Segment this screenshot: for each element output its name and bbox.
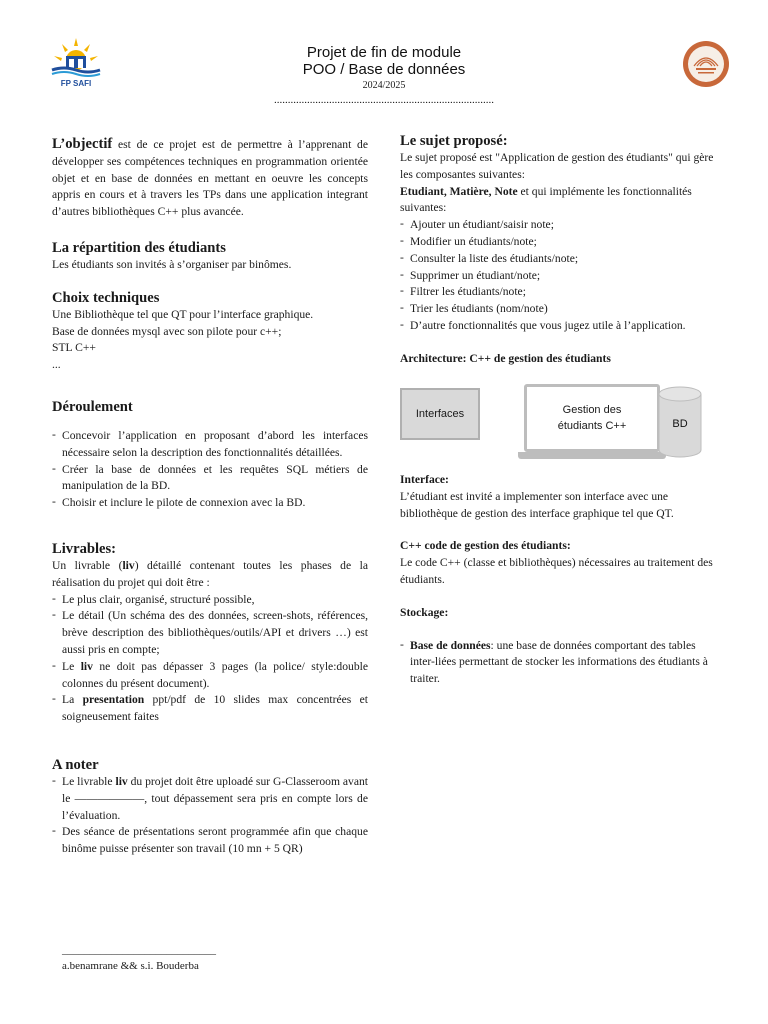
stockage-list (400, 638, 718, 688)
text-run: ne doit pas dépasser 3 pages (la police/ style:double colonnes du présent document). (62, 659, 368, 690)
choix-line: ... (52, 358, 61, 372)
text-run-bold: liv (122, 558, 135, 572)
right-column (400, 132, 718, 368)
noter-title: A noter (52, 756, 99, 773)
sujet-title: Le sujet proposé: (400, 133, 508, 149)
text-run: ) détaillé contenant toutes les phases de la réalisation du projet qui doit être : (52, 558, 368, 589)
text-run: ppt/pdf de 10 slides max concentrées et soigneusement faites (62, 693, 368, 724)
text-run: La (62, 693, 83, 707)
left-column (52, 136, 368, 858)
objectif-lead: L’objectif (52, 136, 113, 152)
text-run: du projet doit être uploadé sur G-Classeroom avant le ——————, tout dépassement sera pris en compte lors de l’évaluation. (62, 774, 369, 822)
interface-text: L’étudiant est invité a implementer son interface avec une bibliothèque de gestion des interface graphique tel que QT. (400, 489, 674, 520)
list-item: - Consulter la liste des étudiants/note; (400, 251, 718, 268)
institution-seal (682, 40, 730, 88)
fp-safi-logo-label: FP SAFI (60, 79, 92, 88)
list-item: - Le plus clair, organisé, structuré possible, (52, 592, 368, 609)
code-text: Le code C++ (classe et bibliothèques) nécessaires au traitement des étudiants. (400, 556, 713, 586)
livrables-title: Livrables: (52, 540, 117, 557)
livrables-list (52, 592, 368, 726)
gestion-label-line2: étudiants C++ (557, 420, 627, 432)
fp-safi-logo (48, 36, 104, 88)
choix-title: Choix techniques (52, 289, 160, 306)
livrables-intro (52, 558, 368, 592)
choix-line: Une Bibliothèque tel que QT pour l’interface graphique. (52, 307, 314, 321)
list-item: - Concevoir l’application en proposant d’abord les interfaces nécessaire selon la description des fonctionnalités détaillées. (52, 428, 368, 462)
list-item: - Ajouter un étudiant/saisir note; (400, 217, 718, 234)
gestion-label-line1: Gestion des (562, 404, 622, 416)
footer-authors: a.benamrane && s.i. Bouderba (62, 960, 199, 972)
text-run-bold: liv (115, 774, 128, 788)
header-title-line1: Projet de fin de module (306, 44, 462, 61)
repartition-text: Les étudiants son invités à s’organiser par binômes. (52, 257, 292, 271)
laptop-base (518, 452, 666, 459)
list-item (52, 774, 368, 824)
right-column-lower (400, 472, 718, 688)
choix-line: Base de données mysql avec son pilote pour c++; (52, 324, 282, 338)
text-run-bold: Base de données (410, 638, 491, 652)
text-run-bold: liv (80, 659, 93, 673)
header-year: 2024/2025 (362, 80, 406, 91)
deroulement-list (52, 428, 368, 512)
objectif-paragraph (52, 136, 368, 221)
header-separator: ................................................................................ (274, 94, 494, 106)
composantes-line (400, 184, 718, 218)
interfaces-box (400, 388, 480, 440)
architecture-title: Architecture: C++ de gestion des étudiants (400, 351, 611, 365)
header-title-line2: POO / Base de données (302, 61, 466, 78)
list-item: - Trier les étudiants (nom/note) (400, 301, 718, 318)
architecture-diagram (400, 384, 720, 464)
stockage-title: Stockage: (400, 605, 449, 619)
noter-list (52, 774, 368, 858)
list-item: - Supprimer un étudiant/note; (400, 268, 718, 285)
list-item: - Créer la base de données et les requêtes SQL métiers de manipulation de la BD. (52, 462, 368, 496)
footer-rule: ____________________________ (62, 944, 216, 956)
list-item: - Choisir et inclure le pilote de connexion avec la BD. (52, 495, 368, 512)
deroulement-title: Déroulement (52, 398, 133, 415)
gestion-box (524, 384, 660, 452)
document-header (234, 44, 534, 106)
list-item: - D’autre fonctionnalités que vous jugez utile à l’application. (400, 318, 718, 335)
list-item (52, 659, 368, 693)
list-item: - Modifier un étudiants/note; (400, 234, 718, 251)
choix-line: STL C++ (52, 341, 96, 355)
list-item (52, 692, 368, 726)
interface-title: Interface: (400, 473, 449, 486)
database-icon (658, 386, 702, 458)
text-run: Un livrable ( (52, 558, 123, 572)
laptop-icon (518, 384, 666, 460)
list-item (400, 638, 718, 688)
composantes: Etudiant, Matière, Note (400, 184, 518, 198)
interfaces-label: Interfaces (415, 408, 465, 420)
text-run: Le livrable (62, 774, 116, 788)
text-run: Le (62, 659, 81, 673)
list-item: - Le détail (Un schéma des des données, screen-shots, références, brève description des bibliothèques/outils/API et drivers …) est aussi pris en compte; (52, 608, 368, 658)
list-item: - Filtrer les étudiants/note; (400, 284, 718, 301)
database-label: BD (672, 418, 688, 430)
sujet-text: Le sujet proposé est "Application de gestion des étudiants" qui gère les composantes suivantes: (400, 151, 714, 181)
text-run-bold: presentation (82, 693, 145, 707)
repartition-title: La répartition des étudiants (52, 239, 226, 256)
list-item: - Des séance de présentations seront programmée afin que chaque binôme puisse présenter son travail (10 mn + 5 QR) (52, 824, 368, 858)
text-run: : une base de données comportant des tables inter-liées permettant de stocker les informations des étudiants à traiter. (410, 638, 708, 686)
objectif-text: est de ce projet est de permettre à l’apprenant de développer ses compétences techniques en programmation orientée objet et en base de données en mettant en oeuvre les concepts appris en cours et à travers les TPs dans une application integrant d’autres bibliothèques C++ plus avancée. (52, 138, 368, 219)
code-title: C++ code de gestion des étudiants: (400, 539, 571, 553)
composantes-suffix: et qui implémente les fonctionnalités suivantes: (400, 184, 692, 215)
fonctionnalites-list (400, 217, 718, 335)
